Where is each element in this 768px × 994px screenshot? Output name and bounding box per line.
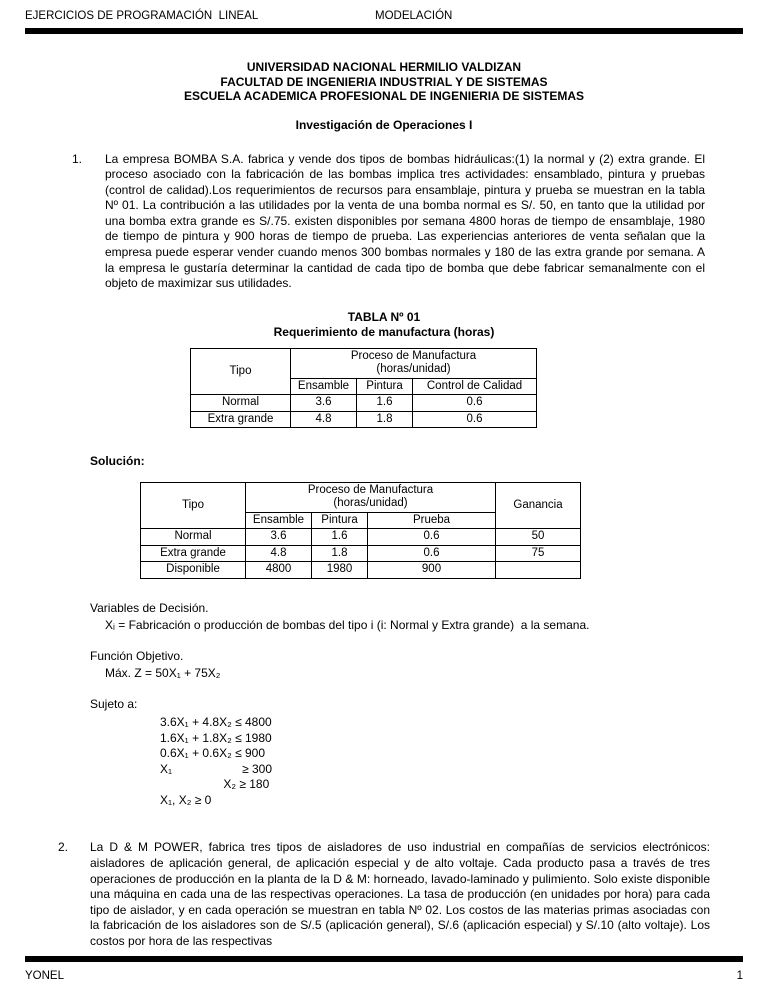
solution-row1-tipo: Normal bbox=[141, 529, 246, 546]
header-left-title: EJERCICIOS DE PROGRAMACIÓN LINEAL bbox=[25, 10, 259, 22]
course-title: Investigación de Operaciones I bbox=[295, 117, 473, 132]
solution-row1-v4: 50 bbox=[496, 529, 581, 546]
solution-table-col-pintura: Pintura bbox=[312, 512, 368, 529]
solution-table-proceso-line2: (horas/unidad) bbox=[333, 497, 408, 510]
table-row bbox=[141, 529, 581, 546]
solution-row2-v1: 4.8 bbox=[246, 545, 312, 562]
table-01-header-row-1 bbox=[191, 348, 537, 378]
subject-to-title: Sujeto a: bbox=[90, 697, 138, 712]
solution-row1-v1: 3.6 bbox=[246, 529, 312, 546]
problem-1 bbox=[72, 152, 705, 292]
decision-variables-title: Variables de Decisión. bbox=[90, 600, 209, 615]
solution-table-header-row-1 bbox=[141, 482, 581, 512]
table-01-col-control: Control de Calidad bbox=[413, 378, 537, 395]
table-01-row2-v3: 0.6 bbox=[413, 411, 537, 428]
constraint-line: X₁ ≥ 300 bbox=[160, 761, 273, 776]
problem-2 bbox=[58, 840, 710, 949]
objective-function-title: Función Objetivo. bbox=[90, 649, 184, 664]
problem-2-text: La D & M POWER, fabrica tres tipos de aisladores de uso industrial en compañías de servicios electrónicos: aisladores de aplicación general, de aplicación especial y de alto voltaje. Cada producto pasa a través de tres operaciones de producción en la planta de la D & M: horneado, lavado-laminado y pulimiento. Solo existe disponible una máquina en cada una de las respectivas operaciones. La tasa de producción (en unidades por hora) para cada tipo de aislador, y en cada operación se muestran en tabla Nº 02. Los costos de las materias primas asociadas con la fabricación de los aisladores son de S/.5 (aplicación general), S/.6 (aplicación especial) y S/.10 (alto voltaje). Los costos por hora de las respectivas bbox=[90, 840, 710, 949]
problem-1-text: La empresa BOMBA S.A. fabrica y vende dos tipos de bombas hidráulicas:(1) la normal y (2) extra grande. El proceso asociado con la fabricación de las bombas implica tres actividades: ensamblado, pintura y pruebas (control de calidad).Los requerimientos de recursos para ensamblaje, pintura y prueba se muestran en la tabla Nº 01. La contribución a las utilidades por la venta de una bomba normal es S/. 50, en tanto que la utilidad por una bomba extra grande es S/.75. existen disponibles por semana 4800 horas de tiempo de ensamblaje, 1980 de tiempo de pintura y 900 horas de tiempo de prueba. Las experiencias anteriores de venta señalan que la empresa puede esperar vender cuando menos 300 bombas normales y 180 de las extra grande por semana. A la empresa le gustaría determinar la cantidad de cada tipo de bomba que debe fabricar semanalmente con el objeto de maximizar sus utilidades. bbox=[105, 151, 705, 291]
solution-label: Solución: bbox=[90, 454, 145, 469]
constraints-block bbox=[160, 715, 768, 809]
solution-row2-v4: 75 bbox=[496, 545, 581, 562]
title-block bbox=[0, 60, 768, 104]
solution-row2-v2: 1.8 bbox=[312, 545, 368, 562]
solution-table-tipo-header: Tipo bbox=[141, 482, 246, 529]
solution-row2-tipo: Extra grande bbox=[141, 545, 246, 562]
footer-author: YONEL bbox=[25, 970, 64, 982]
table-01-caption bbox=[0, 310, 768, 340]
constraint-line: X₂ ≥ 180 bbox=[160, 777, 270, 792]
solution-row3-v4 bbox=[496, 562, 581, 579]
table-01-row1-v3: 0.6 bbox=[413, 395, 537, 412]
solution-row1-v3: 0.6 bbox=[368, 529, 496, 546]
table-01-row1-v1: 3.6 bbox=[291, 395, 357, 412]
table-01-row2-tipo: Extra grande bbox=[191, 411, 291, 428]
school-title: ESCUELA ACADEMICA PROFESIONAL DE INGENIERIA DE SISTEMAS bbox=[183, 89, 585, 103]
solution-row2-v3: 0.6 bbox=[368, 545, 496, 562]
problem-2-number: 2. bbox=[58, 840, 69, 855]
table-01-col-pintura: Pintura bbox=[357, 378, 413, 395]
solution-row3-v2: 1980 bbox=[312, 562, 368, 579]
table-01-row1-tipo: Normal bbox=[191, 395, 291, 412]
running-footer bbox=[25, 956, 743, 982]
university-title: UNIVERSIDAD NACIONAL HERMILIO VALDIZAN bbox=[246, 60, 522, 74]
solution-row3-tipo: Disponible bbox=[141, 562, 246, 579]
solution-table-ganancia-header: Ganancia bbox=[496, 482, 581, 529]
problem-1-number: 1. bbox=[72, 151, 83, 166]
constraint-line: 3.6X₁ + 4.8X₂ ≤ 4800 bbox=[160, 714, 272, 729]
table-01-caption-line2: Requerimiento de manufactura (horas) bbox=[273, 324, 495, 339]
objective-function-formula: Máx. Z = 50X₁ + 75X₂ bbox=[105, 665, 221, 680]
table-01-proceso-line1: Proceso de Manufactura bbox=[350, 349, 477, 362]
table-row bbox=[191, 395, 537, 412]
solution-table bbox=[140, 482, 581, 579]
solution-row3-v1: 4800 bbox=[246, 562, 312, 579]
decision-variables-text: Xᵢ = Fabricación o producción de bombas del tipo i (i: Normal y Extra grande) a la semana. bbox=[105, 617, 590, 632]
solution-table-col-ensamble: Ensamble bbox=[246, 512, 312, 529]
table-row bbox=[191, 411, 537, 428]
solution-table-proceso-header bbox=[246, 482, 496, 512]
constraint-line: 0.6X₁ + 0.6X₂ ≤ 900 bbox=[160, 746, 266, 761]
table-01-proceso-header bbox=[291, 348, 537, 378]
table-row bbox=[141, 545, 581, 562]
constraint-line: X₁, X₂ ≥ 0 bbox=[160, 792, 212, 807]
table-01 bbox=[190, 348, 537, 429]
header-right-title: MODELACIÓN bbox=[375, 10, 453, 22]
faculty-title: FACULTAD DE INGENIERIA INDUSTRIAL Y DE SISTEMAS bbox=[220, 74, 548, 89]
solution-table-col-prueba: Prueba bbox=[368, 512, 496, 529]
solution-row1-v2: 1.6 bbox=[312, 529, 368, 546]
table-01-row2-v2: 1.8 bbox=[357, 411, 413, 428]
table-01-row1-v2: 1.6 bbox=[357, 395, 413, 412]
table-01-tipo-header: Tipo bbox=[191, 348, 291, 395]
table-01-col-ensamble: Ensamble bbox=[291, 378, 357, 395]
solution-row3-v3: 900 bbox=[368, 562, 496, 579]
page-number: 1 bbox=[736, 970, 743, 982]
constraint-line: 1.6X₁ + 1.8X₂ ≤ 1980 bbox=[160, 730, 272, 745]
solution-table-proceso-line1: Proceso de Manufactura bbox=[307, 483, 434, 496]
footer-rule bbox=[25, 956, 743, 962]
table-01-proceso-line2: (horas/unidad) bbox=[376, 363, 451, 376]
table-01-caption-line1: TABLA Nº 01 bbox=[347, 309, 421, 324]
header-rule bbox=[25, 28, 743, 34]
table-01-row2-v1: 4.8 bbox=[291, 411, 357, 428]
table-row bbox=[141, 562, 581, 579]
running-header bbox=[25, 10, 743, 22]
